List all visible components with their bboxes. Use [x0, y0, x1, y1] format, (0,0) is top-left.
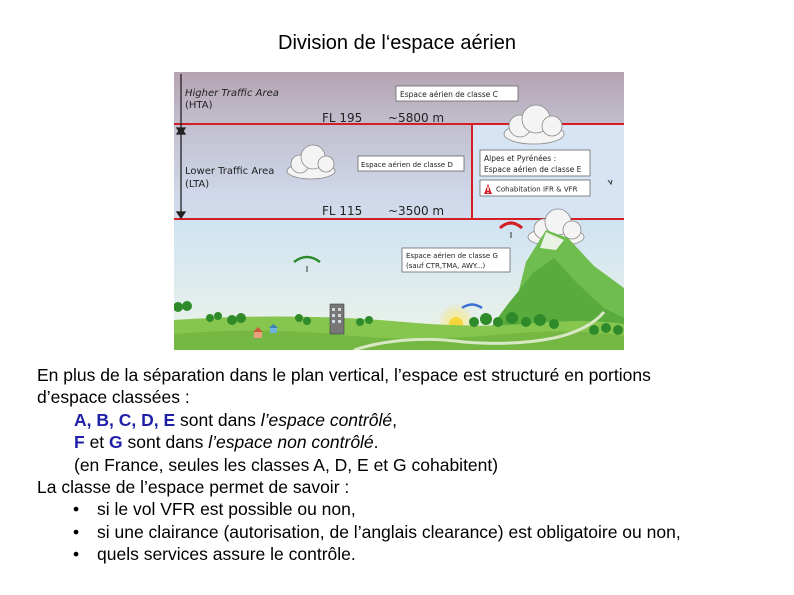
class-g-label-1: Espace aérien de classe G	[406, 252, 498, 260]
uncontrolled-space: l’espace non contrôlé	[208, 432, 374, 453]
bullet-item	[37, 521, 777, 543]
class-g: G	[109, 432, 123, 453]
bullet-icon: •	[73, 544, 80, 565]
hta-label-2: (HTA)	[185, 100, 213, 111]
controlled-line	[37, 409, 777, 431]
alt-3500-label: ~3500 m	[388, 204, 445, 218]
bullet-icon: •	[73, 521, 80, 542]
period: .	[373, 432, 379, 453]
class-f: F	[74, 432, 85, 453]
sont-dans-1: sont dans	[175, 409, 261, 430]
class-g-label-2: (sauf CTR,TMA, AWY...)	[406, 262, 486, 270]
bullet-icon: •	[73, 499, 80, 520]
et: et	[84, 432, 110, 453]
airspace-diagram	[174, 72, 624, 350]
alpes-label-1: Alpes et Pyrénées :	[484, 154, 557, 163]
page-title: Division de l‘espace aérien	[278, 32, 516, 54]
hta-label-1: Higher Traffic Area	[185, 88, 279, 99]
france-note: (en France, seules les classes A, D, E et G cohabitent)	[74, 454, 499, 475]
alt-5800-label: ~5800 m	[388, 111, 445, 125]
fl195-label: FL 195	[322, 111, 363, 125]
class-d-label: Espace aérien de classe D	[361, 161, 453, 169]
classes-abcde: A, B, C, D, E	[74, 409, 176, 430]
fl115-label: FL 115	[322, 204, 363, 218]
lta-label-1: Lower Traffic Area	[185, 166, 275, 177]
class-c-label: Espace aérien de classe C	[400, 90, 498, 99]
intro-line-1: En plus de la séparation dans le plan vertical, l’espace est structuré en portions	[37, 365, 651, 385]
permet-line: La classe de l’espace permet de savoir :	[37, 477, 350, 498]
bullet-item	[37, 543, 777, 565]
sont-dans-2: sont dans	[122, 432, 209, 453]
lta-label-2: (LTA)	[185, 179, 210, 190]
bullet-text: si le vol VFR est possible ou non,	[97, 499, 356, 520]
controlled-space: l’espace contrôlé	[260, 409, 393, 430]
bullet-text: si une clairance (autorisation, de l’anglais clearance) est obligatoire ou non,	[97, 521, 681, 542]
cohab-label: Cohabitation IFR & VFR	[496, 185, 578, 194]
bullet-item	[37, 498, 777, 520]
body-text	[37, 364, 777, 566]
uncontrolled-line	[37, 431, 777, 453]
intro-line-2: d’espace classées :	[37, 387, 190, 408]
alpes-label-2: Espace aérien de classe E	[484, 165, 582, 174]
comma: ,	[392, 409, 397, 430]
bullet-text: quels services assure le contrôle.	[97, 544, 356, 565]
